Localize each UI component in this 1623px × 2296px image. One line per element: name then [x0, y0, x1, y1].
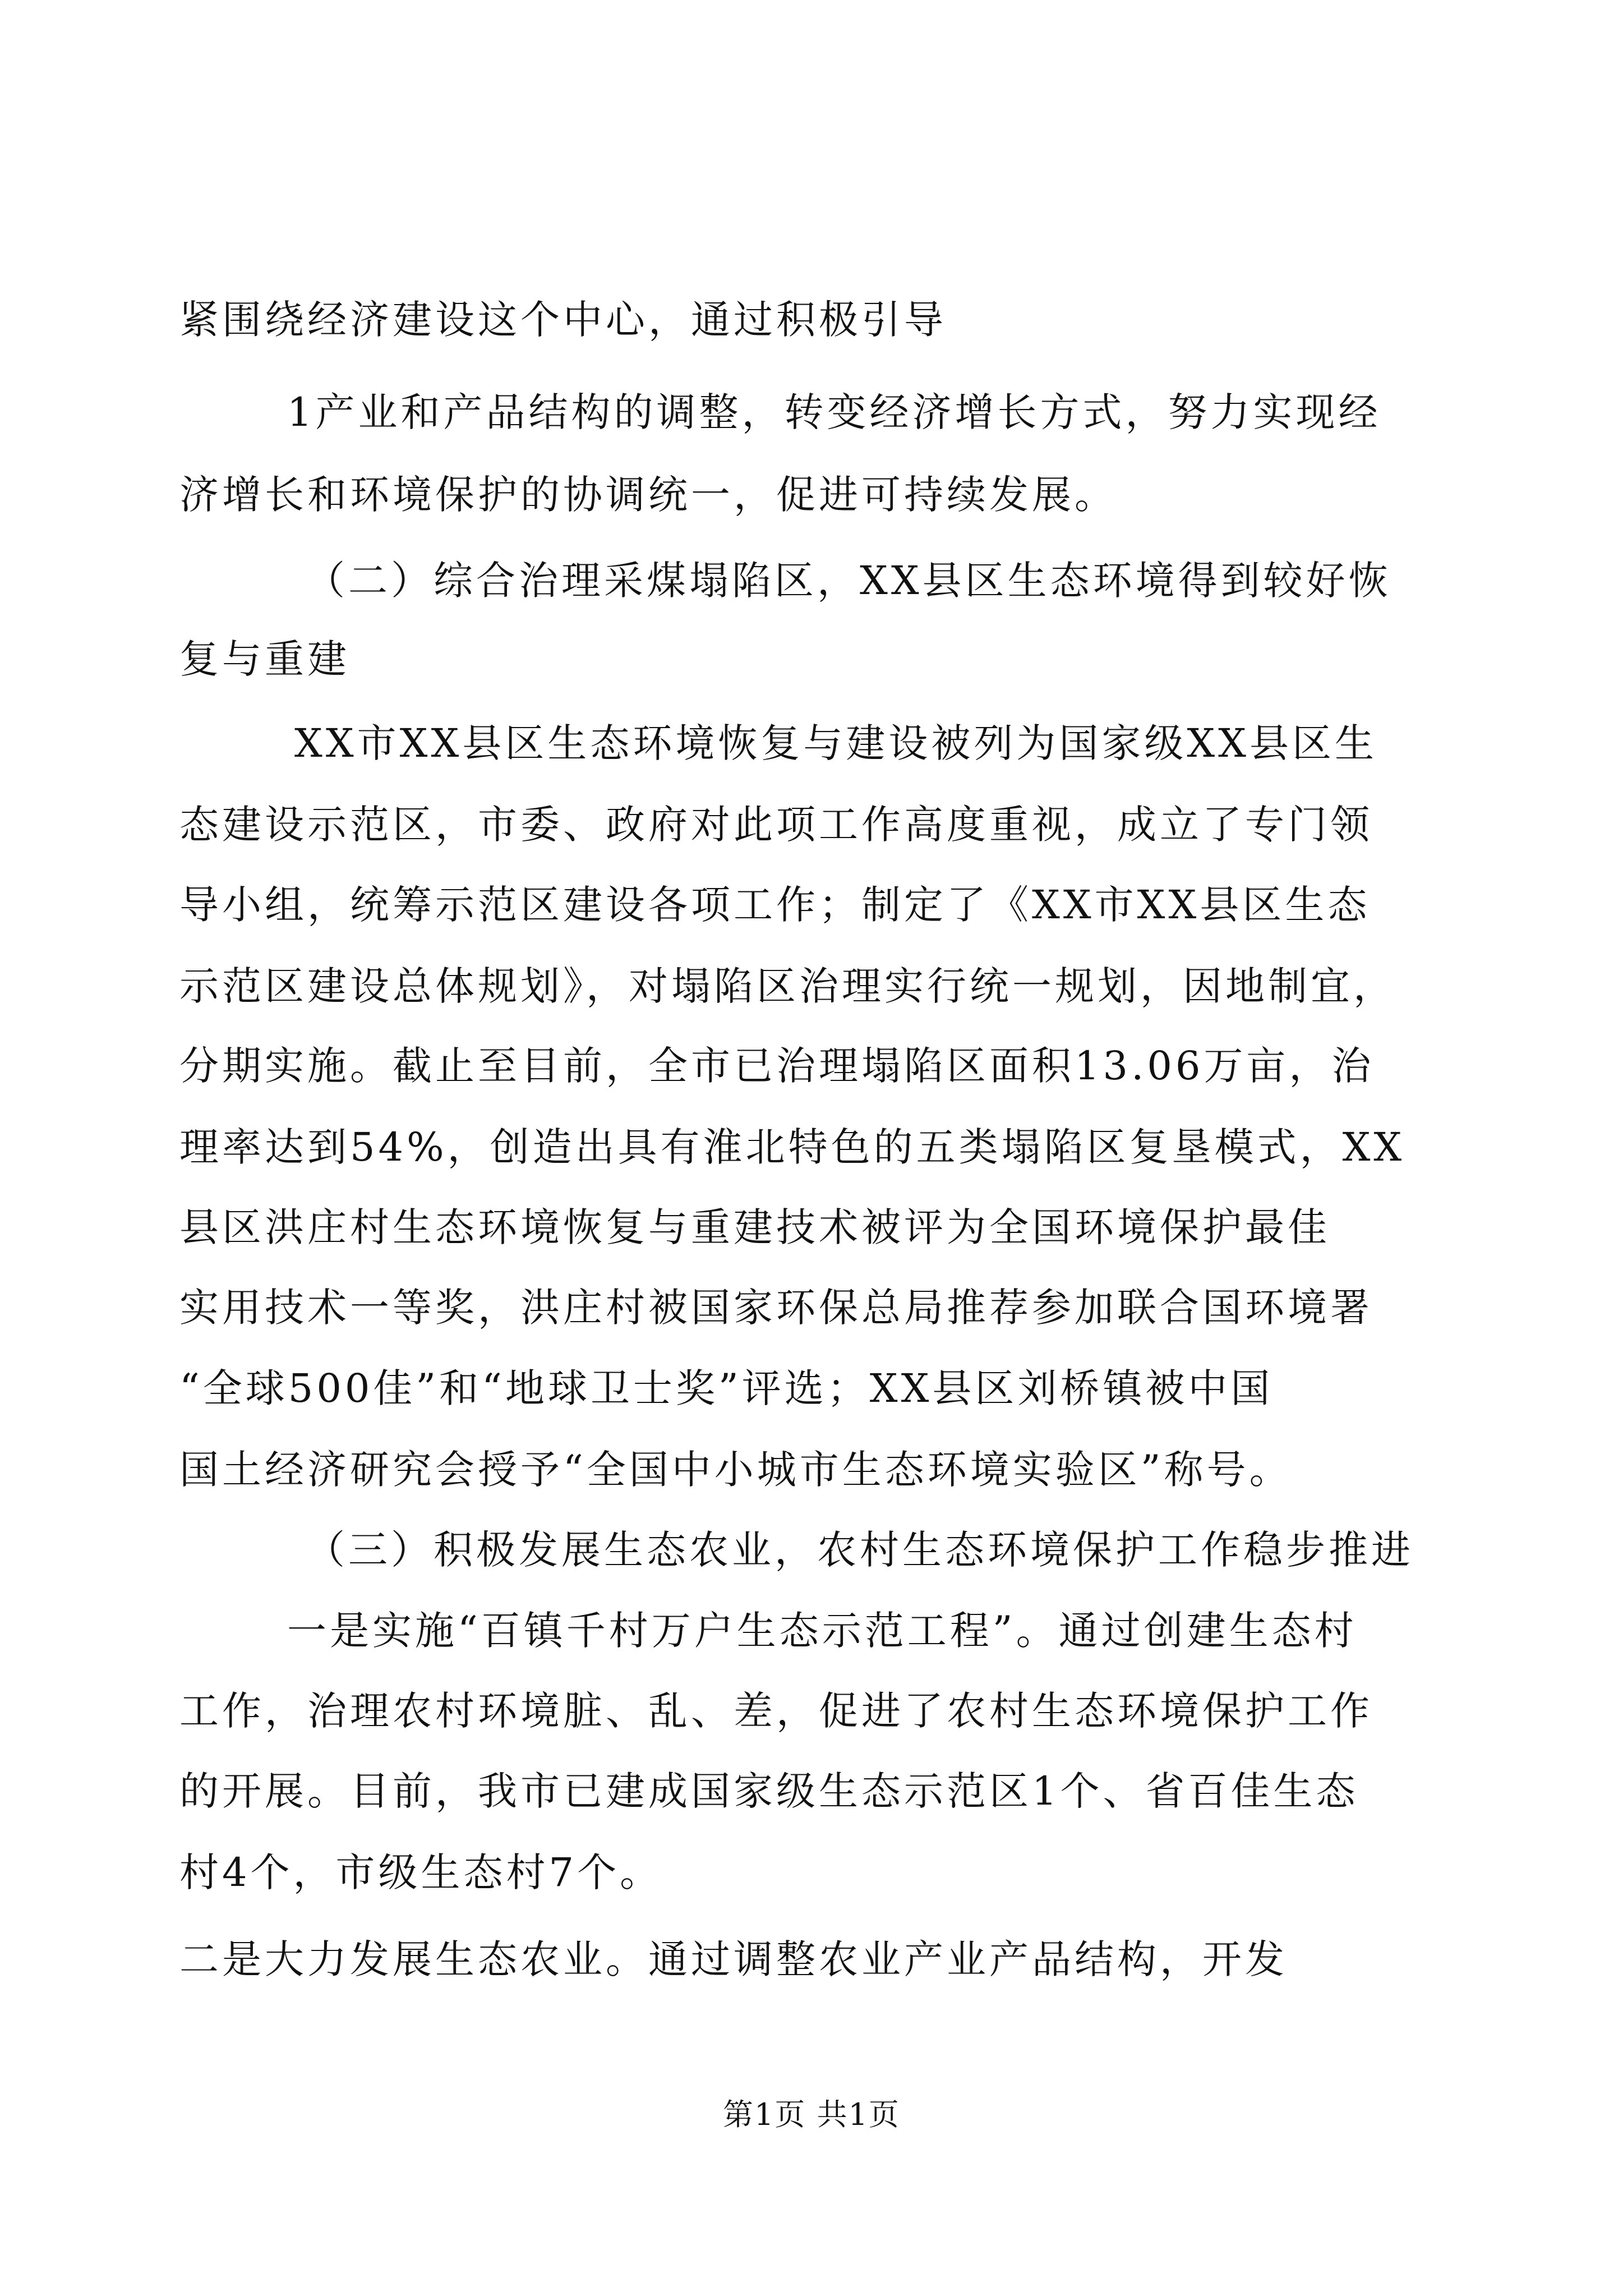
text-line: 分期实施。截止至目前，全市已治理塌陷区面积13.06万亩，治 [179, 1043, 1375, 1089]
text-line: 二是大力发展生态农业。通过调整农业产业产品结构，开发 [179, 1936, 1288, 1982]
text-line: 紧围绕经济建设这个中心，通过积极引导 [179, 297, 947, 343]
page-number-footer: 第1页 共1页 [723, 2097, 900, 2132]
section-heading-line: （二）综合治理采煤塌陷区，XX县区生态环境得到较好恢 [306, 558, 1391, 604]
text-line: XX市XX县区生态环境恢复与建设被列为国家级XX县区生 [294, 720, 1378, 766]
section-heading-line: （三）积极发展生态农业，农村生态环境保护工作稳步推进 [306, 1527, 1414, 1573]
text-line: 一是实施“百镇千村万户生态示范工程”。通过创建生态村 [287, 1608, 1357, 1654]
text-line: 工作，治理农村环境脏、乱、差，促进了农村生态环境保护工作 [179, 1688, 1373, 1734]
text-line: 实用技术一等奖，洪庄村被国家环保总局推荐参加联合国环境署 [179, 1285, 1373, 1331]
text-line: 国土经济研究会授予“全国中小城市生态环境实验区”称号。 [179, 1447, 1292, 1493]
text-line: 态建设示范区，市委、政府对此项工作高度重视，成立了专门领 [179, 802, 1373, 848]
text-line: 的开展。目前，我市已建成国家级生态示范区1个、省百佳生态 [179, 1768, 1359, 1814]
text-line: “全球500佳”和“地球卫士奖”评选；XX县区刘桥镇被中国 [179, 1365, 1274, 1411]
text-line: 村4个，市级生态村7个。 [179, 1849, 663, 1895]
text-line: 示范区建设总体规划》，对塌陷区治理实行统一规划，因地制宜， [179, 963, 1396, 1009]
section-heading-line: 复与重建 [179, 636, 350, 682]
text-line: 济增长和环境保护的协调统一，促进可持续发展。 [179, 472, 1117, 518]
text-line: 县区洪庄村生态环境恢复与重建技术被评为全国环境保护最佳 [179, 1204, 1330, 1250]
text-line: 理率达到54%，创造出具有淮北特色的五类塌陷区复垦模式，XX [179, 1124, 1405, 1170]
text-line: 导小组，统筹示范区建设各项工作；制定了《XX市XX县区生态 [179, 882, 1371, 928]
text-line: 1产业和产品结构的调整，转变经济增长方式，努力实现经 [287, 389, 1381, 435]
